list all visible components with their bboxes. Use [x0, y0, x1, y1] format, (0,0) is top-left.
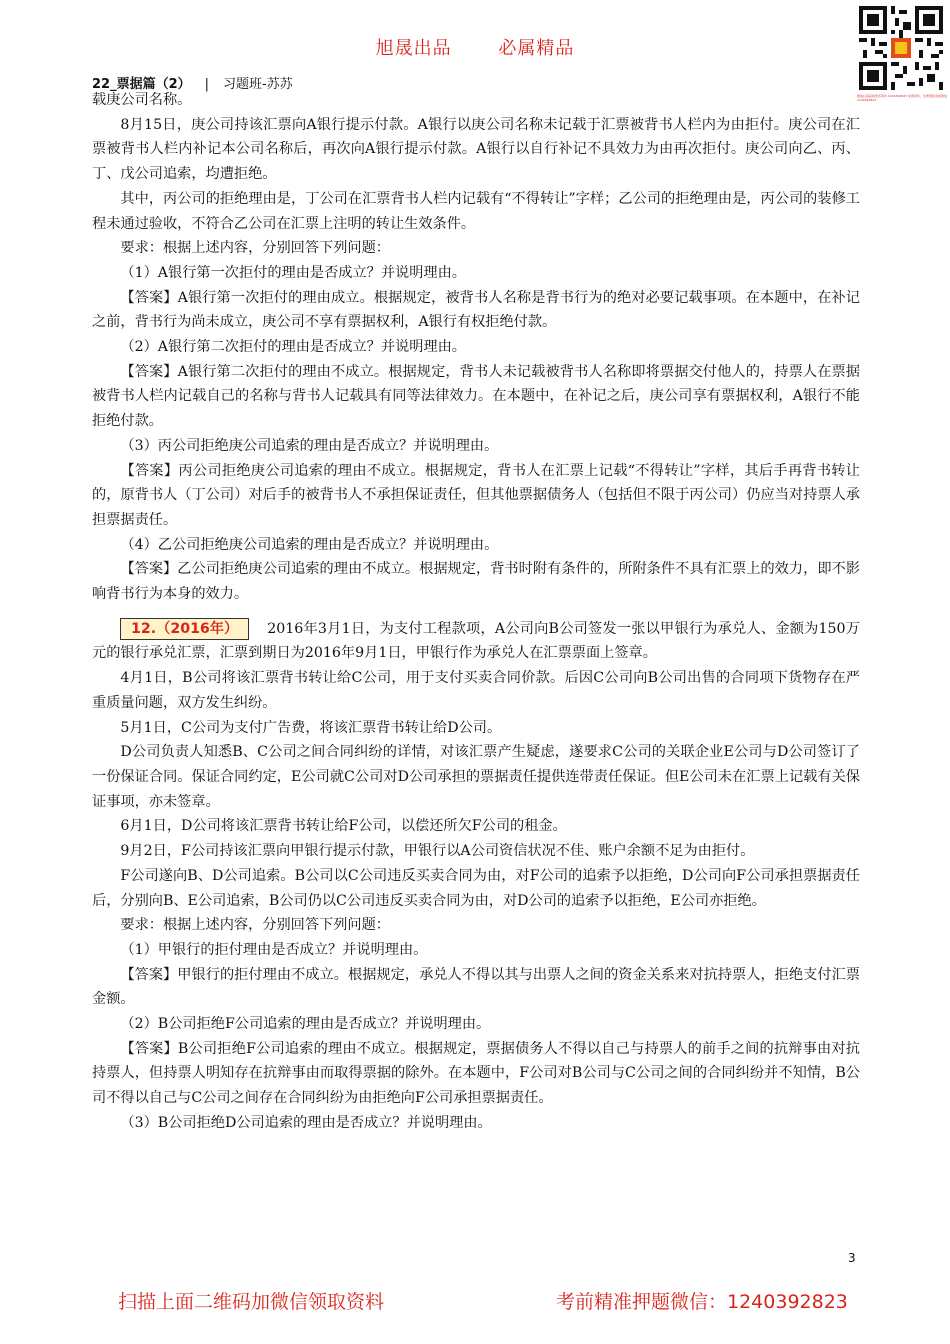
- paragraph: 要求：根据上述内容，分别回答下列问题：: [120, 240, 390, 257]
- question-12-intro: [92, 617, 860, 666]
- brand-left-text: 旭晟出品: [375, 38, 452, 59]
- paragraph: 载庚公司名称。: [92, 92, 192, 108]
- paragraph: F公司遂向B、D公司追索。B公司以C公司违反买卖合同为由，对F公司的追索予以拒绝，D公司向F公司承担票据责任后，分别向B、E公司追索，B公司仍以C公司违反买卖合同为由，对D公司的追索予以拒绝，E公司亦拒绝。: [92, 867, 860, 909]
- question-item: （2）A银行第二次拒付的理由是否成立？并说明理由。: [120, 339, 466, 356]
- paragraph: 8月15日，庚公司持该汇票向A银行提示付款。A银行以庚公司名称未记载于汇票被背书人栏内为由拒付。庚公司在汇票被背书人栏内补记本公司名称后，再次向A银行提示付款。A银行以自行补记不具效力为由再次拒付。庚公司向乙、丙、丁、戊公司追索，均遭拒绝。: [92, 116, 860, 183]
- paragraph: 9月2日，F公司持该汇票向甲银行提示付款，甲银行以A公司资信状况不佳、账户余额不足为由拒付。: [120, 843, 755, 860]
- question-item: （4）乙公司拒绝庚公司追索的理由是否成立？并说明理由。: [120, 536, 499, 553]
- paragraph: 4月1日，B公司将该汇票背书转让给C公司，用于支付买卖合同价款。后因C公司向B公司出售的合同项下货物存在严重质量问题，双方发生纠纷。: [92, 670, 860, 711]
- header-title: 22_票据篇（2）: [92, 77, 191, 92]
- question-item: （1）甲银行的拒付理由是否成立？并说明理由。: [120, 941, 428, 958]
- document-body: [92, 88, 860, 1136]
- answer-paragraph: 【答案】乙公司拒绝庚公司追索的理由不成立。根据规定，背书时附有条件的，所附条件不具有汇票上的效力，即不影响背书行为本身的效力。: [92, 561, 860, 603]
- answer-paragraph: 【答案】B公司拒绝F公司追索的理由不成立。根据规定，票据债务人不得以自己与持票人的前手之间的抗辩事由对抗持票人，但持票人明知存在抗辩事由而取得票据的除外。在本题中，F公司对B公司与C公司之间的合同纠纷并不知情，B公司不得以自己与C公司之间存在合同纠纷为由拒绝向F公司承担票据责任。: [92, 1040, 860, 1107]
- paragraph: 5月1日，C公司为支付广告费，将该汇票背书转让给D公司。: [120, 719, 502, 736]
- page-number: 3: [848, 1251, 856, 1265]
- paragraph: 其中，丙公司的拒绝理由是，丁公司在汇票背书人栏内记载有“不得转让”字样；乙公司的拒绝理由是，丙公司的装修工程未通过验收，不符合乙公司在汇票上注明的转让生效条件。: [92, 190, 860, 232]
- answer-paragraph: 【答案】丙公司拒绝庚公司追索的理由不成立。根据规定，背书人在汇票上记载“不得转让”字样，其后手再背书转让的，原背书人（丁公司）对后手的被背书人不承担保证责任，但其他票据债务人（包括但不限于丙公司）仍应当对持票人承担票据责任。: [92, 462, 860, 528]
- brand-right-text: 必属精品: [498, 38, 575, 59]
- question-12-intro-text: 2016年3月1日，为支付工程款项，A公司向B公司签发一张以甲银行为承兑人、金额为150万元的银行承兑汇票，汇票到期日为2016年9月1日，甲银行作为承兑人在汇票票面上签章。: [92, 620, 860, 662]
- footer-qr-prompt: 扫描上面二维码加微信领取资料: [118, 1291, 385, 1313]
- question-item: （1）A银行第一次拒付的理由是否成立？并说明理由。: [120, 264, 466, 281]
- brand-banner: [0, 34, 950, 60]
- paragraph: D公司负责人知悉B、C公司之间合同纠纷的详情，对该汇票产生疑虑，遂要求C公司的关联企业E公司与D公司签订了一份保证合同。保证合同约定，E公司就C公司对D公司承担的票据责任提供连带责任保证。但E公司未在汇票上记载有关保证事项，亦未签章。: [92, 744, 860, 810]
- question-item: （2）B公司拒绝F公司追索的理由是否成立？并说明理由。: [120, 1016, 491, 1033]
- header-class-name: 习题班-苏苏: [223, 77, 293, 92]
- question-12-label: 12.（2016年）: [120, 618, 249, 640]
- qr-caption: 微信扫码获取更多资料 1240392823 免费资料，免费更新请加微信 1240392823: [857, 94, 947, 102]
- answer-paragraph: 【答案】A银行第一次拒付的理由成立。根据规定，被背书人名称是背书行为的绝对必要记载事项。在本题中，在补记之前，背书行为尚未成立，庚公司不享有票据权利，A银行有权拒绝付款。: [92, 289, 860, 331]
- paragraph: 要求：根据上述内容，分别回答下列问题：: [120, 917, 390, 934]
- header-separator: |: [204, 77, 210, 92]
- question-item: （3）丙公司拒绝庚公司追索的理由是否成立？并说明理由。: [120, 437, 499, 454]
- answer-paragraph: 【答案】甲银行的拒付理由不成立。根据规定，承兑人不得以其与出票人之间的资金关系来对抗持票人，拒绝支付汇票金额。: [92, 966, 860, 1008]
- qr-code-icon: [859, 6, 943, 90]
- question-item: （3）B公司拒绝D公司追索的理由是否成立？并说明理由。: [120, 1114, 492, 1131]
- paragraph: 6月1日，D公司将该汇票背书转让给F公司，以偿还所欠F公司的租金。: [120, 818, 567, 835]
- answer-paragraph: 【答案】A银行第二次拒付的理由不成立。根据规定，背书人未记载被背书人名称即将票据交付他人的，持票人在票据被背书人栏内记载自己的名称与背书人记载具有同等法律效力。在本题中，在补记之后，庚公司享有票据权利，A银行不能拒绝付款。: [92, 363, 860, 430]
- footer-wechat-contact: 考前精准押题微信：1240392823: [556, 1291, 848, 1313]
